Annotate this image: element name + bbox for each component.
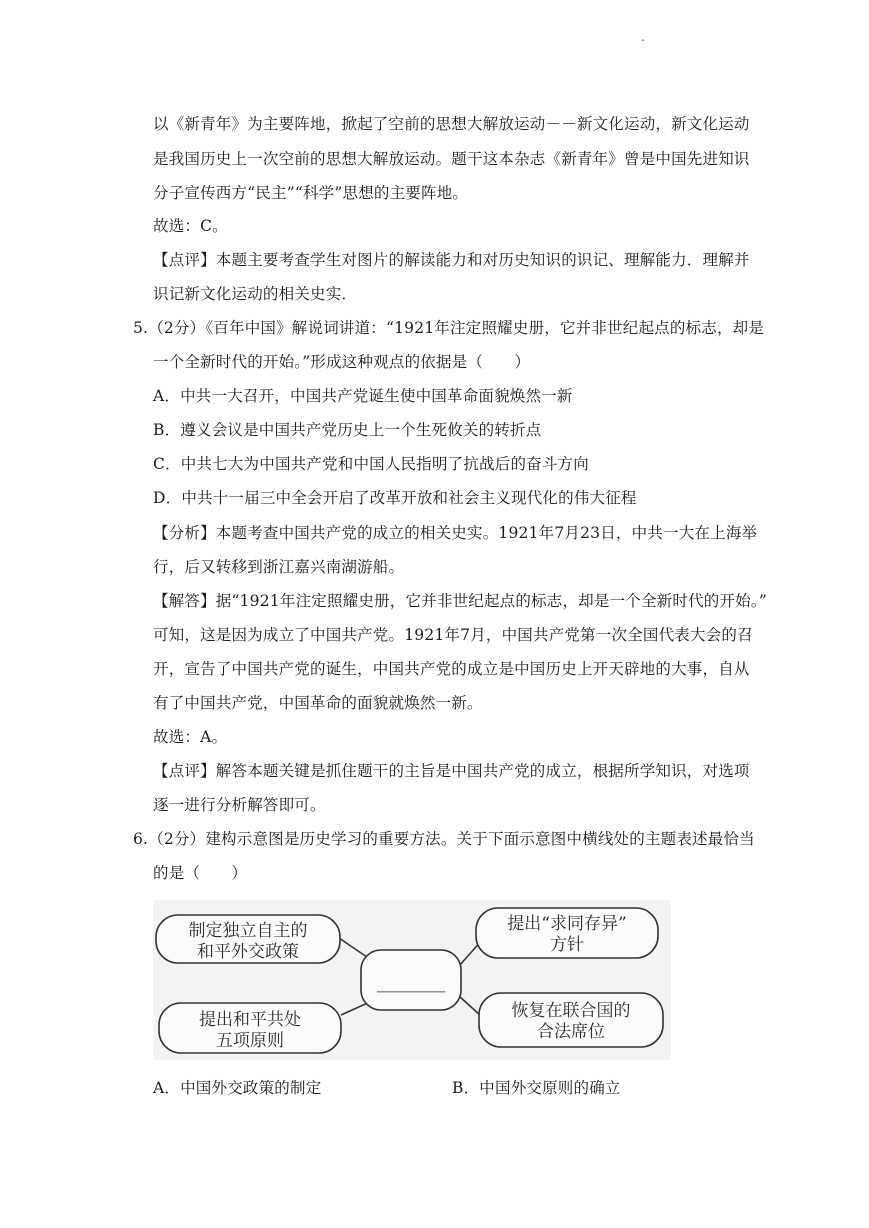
comment-line: 【点评】解答本题关键是抓住题干的主旨是中国共产党的成立，根据所学知识，对选项 (153, 762, 750, 780)
comment-line: 逐一进行分析解答即可。 (153, 796, 326, 814)
solution-line: 可知，这是因为成立了中国共产党。1921年7月，中国共产党第一次全国代表大会的召 (153, 626, 753, 644)
text-line: 是我国历史上一次空前的思想大解放运动。题干这本杂志《新青年》曾是中国先进知识 (153, 150, 750, 168)
solution-line: 有了中国共产党，中国革命的面貌就焕然一新。 (153, 694, 483, 712)
box-top-right-line1: 提出“求同存异” (507, 914, 627, 934)
box-bottom-right-line2: 合法席位 (537, 1022, 605, 1042)
option-b: B．遵义会议是中国共产党历史上一个生死攸关的转折点 (153, 421, 542, 439)
option-c: C．中共七大为中国共产党和中国人民指明了抗战后的奋斗方向 (153, 455, 589, 473)
box-top-left-line1: 制定独立自主的 (188, 921, 308, 941)
center-blank: ＿＿＿＿ (377, 975, 445, 995)
box-bottom-left-line2: 五项原则 (216, 1031, 284, 1051)
comment-line: 识记新文化运动的相关史实． (153, 285, 358, 303)
option-a: A．中共一大召开，中国共产党诞生使中国革命面貌焕然一新 (153, 387, 573, 405)
answer-line: 故选：C。 (153, 217, 228, 235)
page-mark: . (641, 30, 645, 44)
box-bottom-right-line1: 恢复在联合国的 (511, 1001, 631, 1021)
question-6-stem: 的是（ ） (153, 864, 248, 882)
text-line: 分子宣传西方“民主”“科学”思想的主要阵地。 (153, 184, 469, 202)
box-bottom-left-line1: 提出和平共处 (199, 1010, 301, 1030)
question-5-stem: 一个全新时代的开始。”形成这种观点的依据是（ ） (153, 353, 531, 371)
box-top-right-line2: 方针 (550, 935, 584, 955)
question-5-stem: 5.（2分）《百年中国》解说词讲道：“1921年注定照耀史册，它并非世纪起点的标志，却是 (133, 319, 765, 337)
concept-diagram (153, 900, 671, 1060)
question-6-stem: 6.（2分）建构示意图是历史学习的重要方法。关于下面示意图中横线处的主题表述最恰当 (133, 830, 755, 848)
text-line: 以《新青年》为主要阵地，掀起了空前的思想大解放运动－－新文化运动，新文化运动 (153, 115, 750, 133)
answer-line: 故选：A。 (153, 728, 228, 746)
option-d: D．中共十一届三中全会开启了改革开放和社会主义现代化的伟大征程 (153, 489, 637, 507)
comment-line: 【点评】本题主要考查学生对图片的解读能力和对历史知识的识记、理解能力．理解并 (153, 251, 750, 269)
option-a: A．中国外交政策的制定 (153, 1079, 322, 1097)
analysis-line: 【分析】本题考查中国共产党的成立的相关史实。1921年7月23日，中共一大在上海举 (153, 524, 758, 542)
analysis-line: 行，后又转移到浙江嘉兴南湖游船。 (153, 558, 405, 576)
concept-diagram-svg (153, 900, 671, 1060)
box-top-left-line2: 和平外交政策 (197, 942, 299, 962)
solution-line: 【解答】据“1921年注定照耀史册，它并非世纪起点的标志，却是一个全新时代的开始。” (153, 592, 767, 610)
solution-line: 开，宣告了中国共产党的诞生，中国共产党的成立是中国历史上开天辟地的大事，自从 (153, 660, 750, 678)
option-b: B．中国外交原则的确立 (452, 1079, 621, 1097)
